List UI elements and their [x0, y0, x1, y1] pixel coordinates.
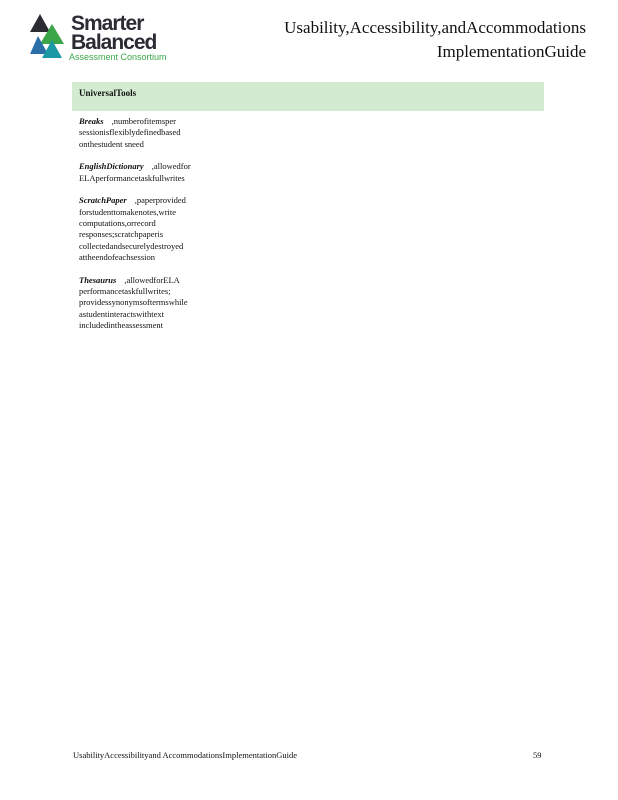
document-title-line-2: ImplementationGuide	[436, 42, 586, 61]
logo-triangles-icon	[30, 14, 74, 62]
table-heading: UniversalTools	[72, 82, 544, 111]
tool-description: ,paperprovided forstudenttomakenotes,write computations,orrecord responses;scratchpaperis collectedandsecurelydestroyed attheendofeachsession	[79, 195, 186, 262]
footer-guide-title: UsabilityAccessibilityand AccommodationsImplementationGuide	[73, 750, 298, 760]
document-title	[284, 16, 586, 64]
logo-line-3: Assessment Consortium	[69, 52, 167, 62]
tool-name: EnglishDictionary	[79, 161, 144, 172]
tool-name: Breaks	[79, 116, 104, 126]
tool-description: ,allowedfor ELAperformancetaskfullwrites	[79, 161, 191, 183]
document-title-line-1: Usability,Accessibility,andAccommodations	[284, 18, 586, 37]
tool-description: ,numberofitemsper sessionisflexiblydefinedbased onthestudent sneed	[79, 116, 181, 149]
tool-name: ScratchPaper	[79, 195, 127, 206]
tool-scratch-paper	[79, 195, 219, 263]
smarter-balanced-logo	[30, 12, 190, 64]
tool-breaks	[79, 116, 219, 150]
logo-line-2: Balanced	[71, 31, 157, 54]
universal-tools-table	[72, 82, 544, 111]
tools-list	[79, 116, 219, 343]
tool-thesaurus	[79, 275, 219, 331]
logo-line-1: Smarter	[71, 12, 144, 35]
tool-description: ,allowedforELA performancetaskfullwrites; providessynonymsoftermswhile astudentinteractswithtext includedintheassessment	[79, 274, 188, 330]
page-number: 59	[533, 750, 542, 760]
tool-name: Thesaurus	[79, 274, 117, 285]
tool-english-dictionary	[79, 161, 219, 184]
